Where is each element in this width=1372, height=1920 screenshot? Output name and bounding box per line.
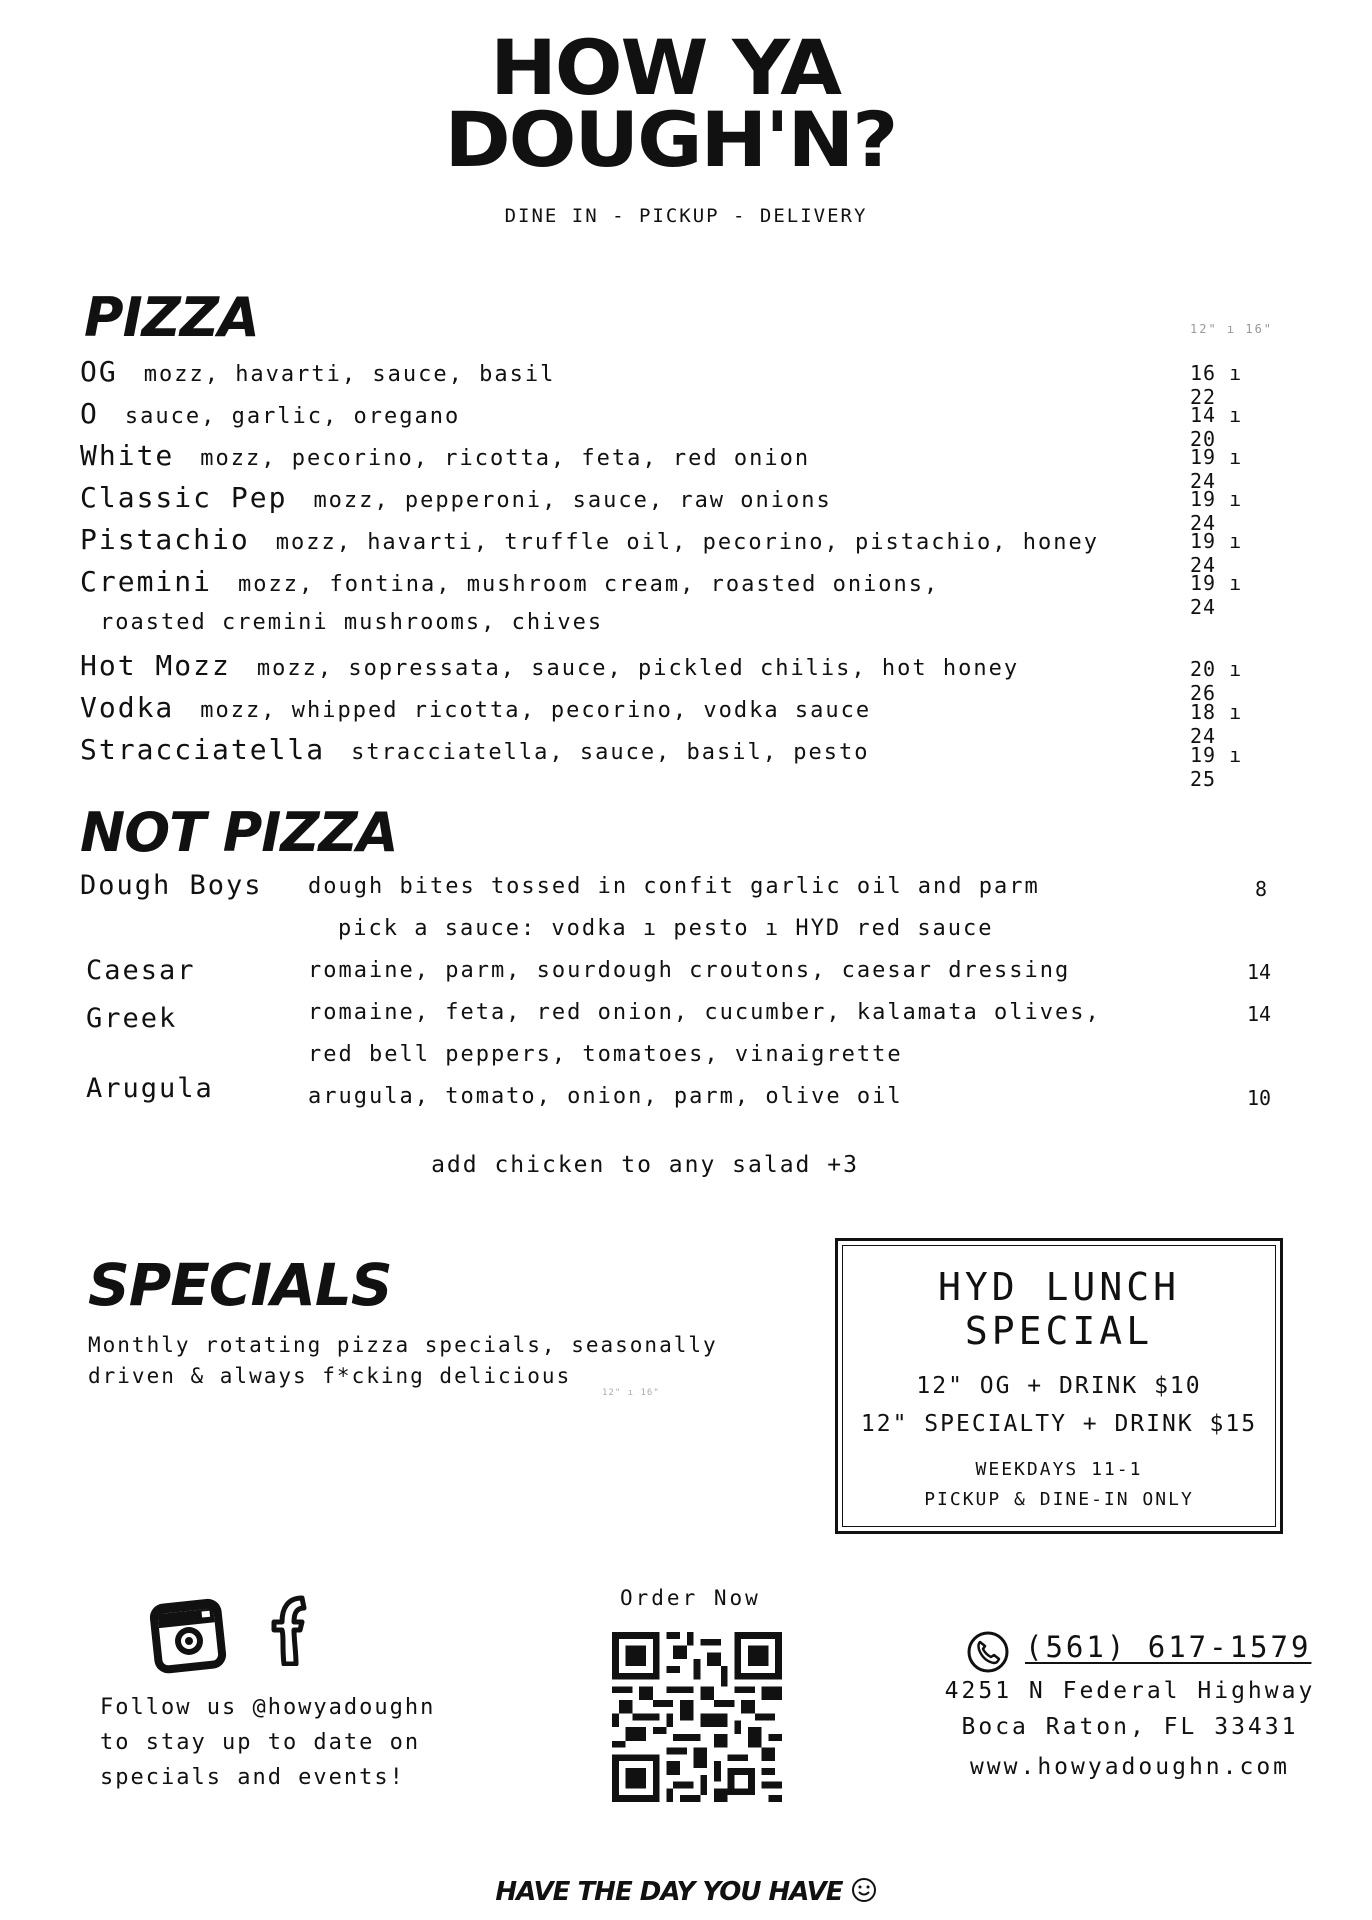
item-price: 14 [1247, 960, 1272, 984]
item-name: Cremini [80, 565, 213, 598]
item-price: 16 ı 22 [1190, 361, 1243, 409]
menu-item [80, 397, 1280, 451]
item-price: 19 ı 24 [1190, 571, 1243, 619]
item-desc: dough bites tossed in confit garlic oil and parm [308, 874, 1040, 899]
item-price: 19 ı 24 [1190, 529, 1243, 577]
menu-item [80, 355, 1280, 409]
specials-description [88, 1330, 738, 1392]
item-name: Stracciatella [80, 733, 326, 766]
item-desc: arugula, tomato, onion, parm, olive oil [308, 1084, 903, 1109]
lunch-title-line-2: SPECIAL [964, 1309, 1154, 1353]
phone-number[interactable]: (561) 617-1579 [1025, 1630, 1312, 1664]
item-price: 10 [1247, 1086, 1272, 1110]
slogan-text: HAVE THE DAY YOU HAVE [495, 1877, 843, 1907]
item-desc: romaine, feta, red onion, cucumber, kalamata olives, [308, 1000, 1101, 1025]
item-desc: stracciatella, sauce, basil, pesto [351, 740, 870, 765]
follow-line-2: to stay up to date on [100, 1730, 421, 1755]
facebook-icon[interactable] [266, 1594, 310, 1666]
item-desc: mozz, havarti, truffle oil, pecorino, pistachio, honey [275, 530, 1099, 555]
logo [444, 23, 897, 184]
item-price: 19 ı 25 [1190, 743, 1243, 791]
item-desc: mozz, fontina, mushroom cream, roasted onions, [238, 572, 940, 597]
item-name: Caesar [86, 955, 196, 986]
item-desc: sauce, garlic, oregano [124, 404, 461, 429]
menu-item [80, 649, 1280, 705]
specials-section-title: SPECIALS [88, 1251, 392, 1319]
item-desc-continued: red bell peppers, tomatoes, vinaigrette [308, 1042, 903, 1067]
menu-item [80, 691, 1280, 748]
item-name: O [80, 397, 99, 430]
specials-desc-line-2: driven & always f*cking delicious [88, 1364, 572, 1388]
menu-item [80, 481, 1280, 535]
footer-slogan [0, 1877, 1372, 1907]
item-price: 19 ı 24 [1190, 445, 1243, 493]
item-desc: mozz, pepperoni, sauce, raw onions [313, 488, 832, 513]
pizza-section-title: PIZZA [84, 286, 259, 349]
specials-desc-line-1: Monthly rotating pizza specials, seasonally [88, 1333, 718, 1357]
website[interactable]: www.howyadoughn.com [969, 1754, 1291, 1780]
salad-addon-note: add chicken to any salad +3 [431, 1152, 859, 1178]
menu-item [80, 523, 1280, 577]
lunch-offer-2: 12" SPECIALTY + DRINK $15 [860, 1411, 1258, 1437]
menu-item [80, 733, 1280, 791]
order-now-label: Order Now [620, 1586, 761, 1610]
item-desc: mozz, havarti, sauce, basil [143, 362, 556, 387]
address-line-1: 4251 N Federal Highway [944, 1678, 1316, 1704]
item-name: White [80, 439, 175, 472]
item-desc: mozz, sopressata, sauce, pickled chilis, hot honey [256, 656, 1020, 681]
follow-line-1: Follow us @howyadoughn [100, 1695, 436, 1720]
item-price: 8 [1255, 877, 1268, 901]
menu-item [80, 565, 1280, 619]
item-desc: mozz, pecorino, ricotta, feta, red onion [200, 446, 811, 471]
item-desc-continued: roasted cremini mushrooms, chives [100, 610, 604, 635]
phone-icon [966, 1630, 1010, 1674]
logo-line-2: DOUGH'N? [444, 95, 897, 184]
address-line-2: Boca Raton, FL 33431 [961, 1714, 1299, 1740]
item-name: Hot Mozz [80, 649, 231, 682]
item-name: Greek [86, 1003, 178, 1034]
logo-line-1: HOW YA [490, 23, 840, 112]
tagline: DINE IN - PICKUP - DELIVERY [504, 205, 868, 227]
faint-size-label: 12" ı 16" [602, 1388, 660, 1398]
item-name: Vodka [80, 691, 175, 724]
item-name: Arugula [86, 1073, 214, 1104]
not-pizza-section-title: NOT PIZZA [80, 801, 398, 864]
item-desc: mozz, whipped ricotta, pecorino, vodka sauce [200, 698, 872, 723]
qr-code[interactable] [612, 1632, 782, 1802]
lunch-title-line-1: HYD LUNCH [938, 1265, 1180, 1309]
lunch-offer-1: 12" OG + DRINK $10 [916, 1373, 1202, 1399]
lunch-restriction: PICKUP & DINE-IN ONLY [924, 1489, 1194, 1510]
item-name: Pistachio [80, 523, 250, 556]
item-price: 19 ı 24 [1190, 487, 1243, 535]
smiley-icon [851, 1877, 877, 1903]
item-desc: romaine, parm, sourdough croutons, caesar dressing [308, 958, 1071, 983]
size-header: 12" ı 16" [1190, 322, 1274, 336]
lunch-special-box [835, 1238, 1283, 1534]
instagram-icon[interactable] [148, 1595, 230, 1677]
item-price: 14 ı 20 [1190, 403, 1243, 451]
item-name: Dough Boys [80, 870, 263, 901]
lunch-hours: WEEKDAYS 11-1 [975, 1459, 1143, 1480]
social-follow-text [100, 1690, 435, 1795]
follow-line-3: specials and events! [100, 1765, 405, 1790]
item-name: Classic Pep [80, 481, 288, 514]
item-name: OG [80, 355, 118, 388]
item-desc-continued: pick a sauce: vodka ı pesto ı HYD red sauce [338, 916, 994, 941]
menu-item [80, 439, 1280, 493]
item-price: 18 ı 24 [1190, 700, 1243, 748]
item-price: 20 ı 26 [1190, 657, 1243, 705]
item-price: 14 [1247, 1002, 1272, 1026]
